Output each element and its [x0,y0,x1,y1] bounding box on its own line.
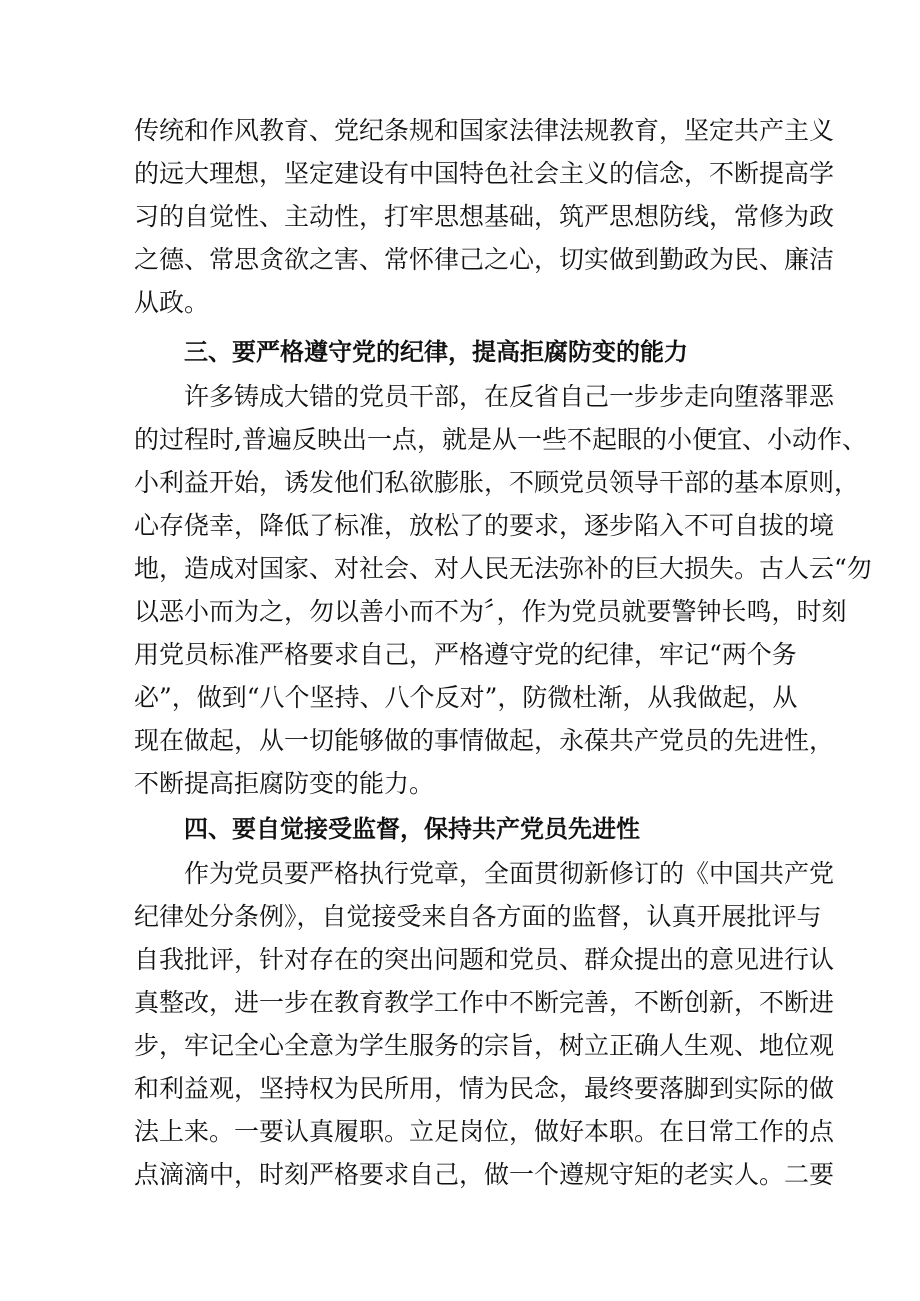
paragraph-line: 真整改，进一步在教育教学工作中不断完善，不断创新，不断进 [134,988,835,1017]
paragraph-line: 小利益开始，诱发他们私欲膨胀，不顾党员领导干部的基本原则， [134,468,860,497]
paragraph-line: 许多铸成大错的党员干部，在反省自己一步步走向堕落罪恶 [184,382,835,411]
paragraph-line: 的过程时,普遍反映出一点，就是从一些不起眼的小便宜、小动作、 [134,425,867,454]
paragraph-line: 习的自觉性、主动性，打牢思想基础，筑严思想防线，常修为政 [134,202,835,231]
paragraph-line: 现在做起，从一切能够做的事情做起，永葆共产党员的先进性， [134,726,835,755]
paragraph-line: 和利益观，坚持权为民所用，情为民念，最终要落脚到实际的做 [134,1074,835,1103]
paragraph-line: 心存侥幸，降低了标准，放松了的要求，逐步陷入不可自拔的境 [134,511,835,540]
paragraph-line: 步，牢记全心全意为学生服务的宗旨，树立正确人生观、地位观 [134,1031,835,1060]
paragraph-line: 自我批评，针对存在的突出问题和党员、群众提出的意见进行认 [134,945,835,974]
paragraph-line: 之德、常思贪欲之害、常怀律己之心，切实做到勤政为民、廉洁 [134,245,835,274]
paragraph-line: 纪律处分条例》，自觉接受来自各方面的监督，认真开展批评与 [134,902,822,931]
paragraph-line: 的远大理想，坚定建设有中国特色社会主义的信念，不断提高学 [134,159,835,188]
paragraph-line: 传统和作风教育、党纪条规和国家法律法规教育，坚定共产主义 [134,116,835,145]
paragraph-line: 从政。 [134,288,210,317]
paragraph-line: 不断提高拒腐防变的能力。 [134,769,435,798]
paragraph-line: 必”，做到“八个坚持、八个反对”，防微杜渐，从我做起，从 [134,683,798,712]
section-heading-4: 四、要自觉接受监督，保持共产党员先进性 [184,815,640,843]
paragraph-line: 以恶小而为之，勿以善小而不为〞，作为党员就要警钟长鸣，时刻 [134,597,847,626]
paragraph-line: 点滴滴中，时刻严格要求自己，做一个遵规守矩的老实人。二要 [134,1160,835,1189]
paragraph-line: 用党员标准严格要求自己，严格遵守党的纪律，牢记“两个务 [134,640,797,669]
paragraph-line: 地，造成对国家、对社会、对人民无法弥补的巨大损失。古人云“勿 [134,554,872,583]
paragraph-line: 作为党员要严格执行党章，全面贯彻新修订的《中国共产党 [184,859,835,888]
paragraph-line: 法上来。一要认真履职。立足岗位，做好本职。在日常工作的点 [134,1117,835,1146]
section-heading-3: 三、要严格遵守党的纪律，提高拒腐防变的能力 [184,338,688,366]
